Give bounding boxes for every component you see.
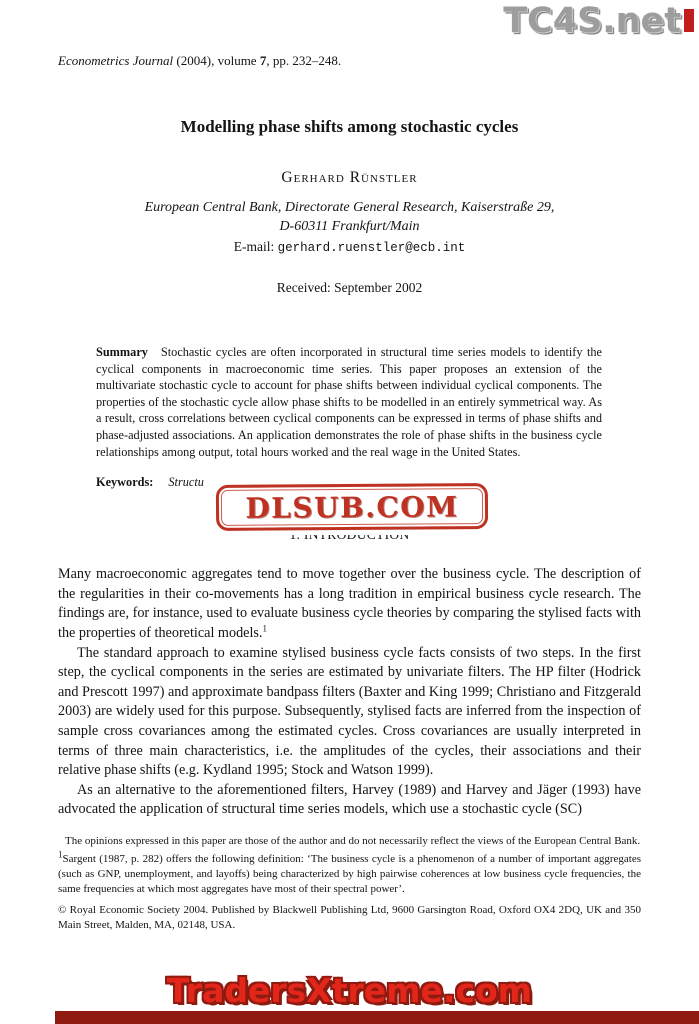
footnote-disclaimer: The opinions expressed in this paper are those of the author and do not necessarily reflect the views of the European Central Bank.: [65, 834, 641, 847]
summary-text: Stochastic cycles are often incorporated in structural time series models to identify the cyclical components in macroeconomic time series. This paper proposes an extension of the multivariate stochastic cycle to account for phase shifts between individual cyclical components. The properties of the stochastic cycle allow phase shifts to be modelled in an entirely symmetrical way. As a result, cross correlations between cyclical components can be expressed in terms of phase shifts and phase-adjusted associations. An application demonstrates the role of phase shifts in the business cycle relationships among output, total hours worked and the real wage in the United States.: [96, 345, 602, 459]
dlsub-stamp-cover: [216, 479, 646, 535]
copyright-notice: © Royal Economic Society 2004. Published by Blackwell Publishing Ltd, 9600 Garsington Road, Oxford OX4 2DQ, UK and 350 Main Street, Malden, MA, 02148, USA.: [58, 904, 641, 931]
tradersxtreme-banner-text: TradersXtreme.com: [166, 971, 533, 1010]
email-label: E-mail:: [233, 239, 278, 254]
footnotes-block: [58, 834, 641, 933]
paragraph-1-text: Many macroeconomic aggregates tend to move together over the business cycle. The description of the regularities in their co-movements has a long tradition in empirical business cycle research. The findings are, for instance, used to evaluate business cycle theories by comparing the stylised facts with the properties of theoretical models.: [58, 566, 641, 641]
tc4s-logo-red-block: [684, 9, 694, 32]
body-paragraph-2: The standard approach to examine stylised business cycle facts consists of two steps. In the first step, the cyclical components in the series are estimated by univariate filters. The HP filter (Hodrick and Prescott 1997) and approximate bandpass filters (Baxter and King 1999; Christiano and Fitzgerald 2003) are widely used for this purpose. Subsequently, stylised facts are inferred from the inspection of sample cross covariances among the estimated cycles. Cross covariances are usually interpreted in terms of three main characteristics, i.e. the amplitudes of the cycles, their associations and their relative phase shifts (e.g. Kydland 1995; Stock and Watson 1999).: [58, 644, 641, 779]
affiliation-line1: European Central Bank, Directorate General Research, Kaiserstraße 29,: [144, 200, 555, 215]
tc4s-watermark: [503, 2, 694, 40]
footnote-1-text: Sargent (1987, p. 282) offers the following definition: ‘The business cycle is a phenomenon of a number of important aggregates (such as GNP, unemployment, and layoffs) being characterized by high pairwise coherences at low business cycle frequencies, the same frequencies at which most aggregates have most of their spectral power’.: [58, 853, 641, 895]
citation-mid: (2004), volume: [173, 53, 260, 68]
keywords-text-fragment: Structu: [168, 475, 204, 490]
email-line: [0, 237, 699, 258]
footnote-1-marker: 1: [58, 849, 63, 860]
journal-citation: [58, 52, 641, 69]
volume-number: 7: [259, 53, 267, 68]
email-address: gerhard.ruenstler@ecb.int: [277, 241, 466, 255]
paper-title: Modelling phase shifts among stochastic cycles: [180, 117, 519, 136]
author-name: Gerhard Rünstler: [281, 169, 418, 186]
tradersxtreme-banner-bar: [55, 1011, 699, 1024]
body-paragraph-3: As an alternative to the aforementioned filters, Harvey (1989) and Harvey and Jäger (1993) have advocated the application of structural time series models, which use a stochastic cycle (SC): [58, 781, 641, 818]
affiliation-line2: D-60311 Frankfurt/Main: [279, 219, 420, 234]
keywords-label: Keywords:: [96, 475, 154, 490]
dlsub-stamp: [216, 483, 488, 531]
tc4s-logo-text: TC4S.net: [503, 1, 681, 41]
affiliation-block: [0, 198, 699, 258]
footnote-1: [58, 849, 641, 896]
citation-end: , pp. 232–248.: [266, 53, 342, 68]
received-date: Received: September 2002: [276, 280, 423, 295]
summary-label: Summary: [96, 345, 148, 359]
body-paragraph-1: [58, 565, 641, 643]
dlsub-stamp-text: DLSUB.COM: [245, 489, 459, 525]
summary-paragraph: [96, 344, 602, 460]
journal-name: Econometrics Journal: [58, 53, 174, 68]
footnote-reference-1: 1: [262, 623, 267, 634]
